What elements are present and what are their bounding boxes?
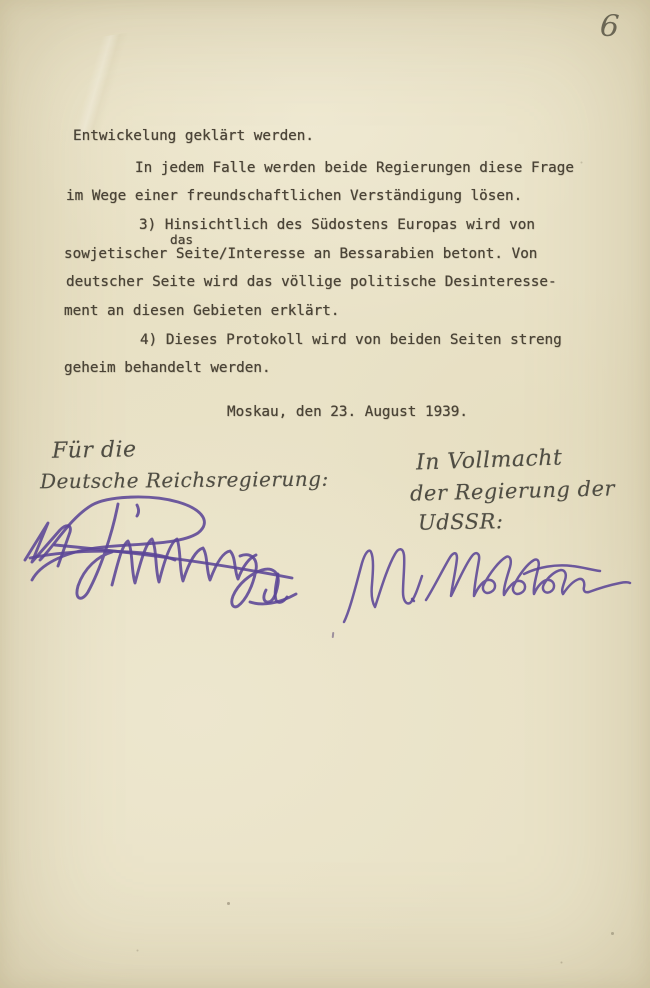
- handwritten-left-label-line2: Deutsche Reichsregierung:: [39, 466, 329, 494]
- paper-specks: [0, 0, 1, 1]
- handwritten-right-label-line1: In Vollmacht: [415, 445, 563, 476]
- typed-line: ment an diesen Gebieten erklärt.: [64, 303, 340, 319]
- typed-line: sowjetischer Seite/Interesse an Bessarabien betont. Von: [64, 246, 538, 262]
- typed-line: deutscher Seite wird das völlige politische Desinteresse-: [66, 274, 557, 290]
- handwritten-right-label-line3: UdSSR:: [417, 509, 504, 535]
- molotov-signature: [344, 549, 630, 622]
- typed-line: 3) Hinsichtlich des Südostens Europas wird von: [139, 217, 535, 233]
- handwritten-left-label-line1: Für die: [51, 437, 137, 464]
- typed-insertion-word: das: [170, 233, 194, 248]
- typed-line: In jedem Falle werden beide Regierungen diese Frage: [135, 160, 574, 176]
- ink-speck: [332, 632, 335, 638]
- typed-line: geheim behandelt werden.: [64, 360, 271, 376]
- ribbentrop-signature: [25, 497, 296, 607]
- typed-line: Entwickelung geklärt werden.: [73, 128, 315, 144]
- typed-dateline: Moskau, den 23. August 1939.: [227, 404, 469, 420]
- typed-line: 4) Dieses Protokoll wird von beiden Seiten streng: [140, 332, 562, 348]
- typed-line: im Wege einer freundschaftlichen Verständigung lösen.: [66, 188, 523, 204]
- handwritten-right-label-line2: der Regierung der: [409, 476, 616, 506]
- page-number: 6: [598, 8, 621, 45]
